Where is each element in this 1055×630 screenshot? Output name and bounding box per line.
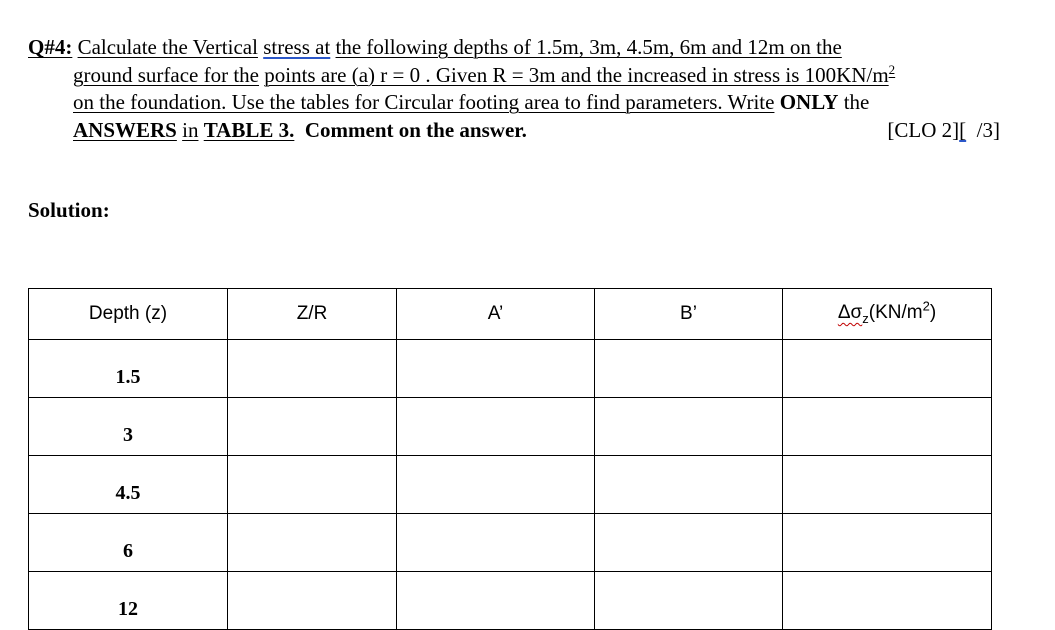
answer-cell[interactable]	[228, 340, 397, 398]
table-row	[29, 456, 992, 514]
answer-cell[interactable]	[397, 514, 595, 572]
answer-cell[interactable]	[783, 514, 992, 572]
answer-cell[interactable]	[228, 456, 397, 514]
table-row	[29, 398, 992, 456]
table-header-row	[29, 289, 992, 340]
question-label: Q#4:	[28, 35, 73, 59]
answer-cell[interactable]	[397, 340, 595, 398]
answer-cell[interactable]	[228, 514, 397, 572]
question-line-1	[28, 34, 1028, 62]
question-text-segment: in	[182, 117, 199, 142]
header-b-prime: B’	[595, 289, 783, 340]
header-a-prime: A’	[397, 289, 595, 340]
question-text-segment: points are (a) r = 0 . Given R = 3m and the increased in stress is 100KN/m	[264, 62, 889, 87]
question-text-segment: ground surface for the	[73, 62, 260, 87]
question-line-2	[28, 62, 1028, 90]
stress-unit: (KN/m	[868, 302, 923, 324]
answer-cell[interactable]	[397, 398, 595, 456]
marks-open: [	[959, 117, 967, 142]
stress-symbol	[837, 302, 869, 326]
answer-cell[interactable]	[228, 572, 397, 630]
answer-cell[interactable]	[595, 572, 783, 630]
table-row	[29, 340, 992, 398]
header-stress-increase	[783, 289, 992, 340]
question-emphasis: Comment on the answer.	[304, 117, 527, 142]
table-row	[29, 514, 992, 572]
delta-sigma: Δσ	[837, 302, 863, 324]
question-emphasis: ONLY	[779, 90, 839, 114]
depth-cell: 12	[29, 572, 228, 630]
question-text-segment: on the foundation. Use the tables for Circular footing area to find parameters. Write	[73, 90, 775, 114]
marks-total: /3]	[976, 117, 1000, 142]
header-depth: Depth (z)	[29, 289, 228, 340]
depth-cell: 6	[29, 514, 228, 572]
depth-cell: 3	[29, 398, 228, 456]
answer-cell[interactable]	[228, 398, 397, 456]
subscript-z: z	[862, 310, 869, 326]
answers-table	[28, 288, 992, 630]
stress-unit-close: )	[929, 302, 937, 324]
header-z-over-r: Z/R	[228, 289, 397, 340]
clo-label: [CLO 2]	[887, 117, 960, 142]
superscript: 2	[888, 61, 896, 77]
answer-cell[interactable]	[783, 340, 992, 398]
question-text-segment: stress at	[263, 35, 331, 59]
question-text-segment: Calculate the Vertical	[77, 35, 258, 59]
answer-cell[interactable]	[595, 456, 783, 514]
superscript: 2	[922, 298, 930, 314]
answer-cell[interactable]	[595, 514, 783, 572]
question-emphasis: TABLE 3.	[203, 117, 295, 142]
table-row	[29, 572, 992, 630]
question-text	[28, 34, 1028, 144]
answer-cell[interactable]	[783, 572, 992, 630]
answer-cell[interactable]	[397, 456, 595, 514]
question-line-4	[28, 117, 1028, 145]
depth-cell: 4.5	[29, 456, 228, 514]
answer-cell[interactable]	[595, 340, 783, 398]
answer-cell[interactable]	[595, 398, 783, 456]
question-emphasis: ANSWERS	[73, 117, 177, 142]
question-line-3	[28, 89, 1028, 117]
answer-cell[interactable]	[783, 456, 992, 514]
clo-marks	[887, 117, 1000, 145]
solution-label: Solution:	[28, 198, 110, 222]
answer-cell[interactable]	[397, 572, 595, 630]
question-text-segment: the following depths of 1.5m, 3m, 4.5m, 6m and 12m on the	[335, 35, 842, 59]
question-text-segment: the	[843, 90, 870, 114]
depth-cell: 1.5	[29, 340, 228, 398]
answer-cell[interactable]	[783, 398, 992, 456]
